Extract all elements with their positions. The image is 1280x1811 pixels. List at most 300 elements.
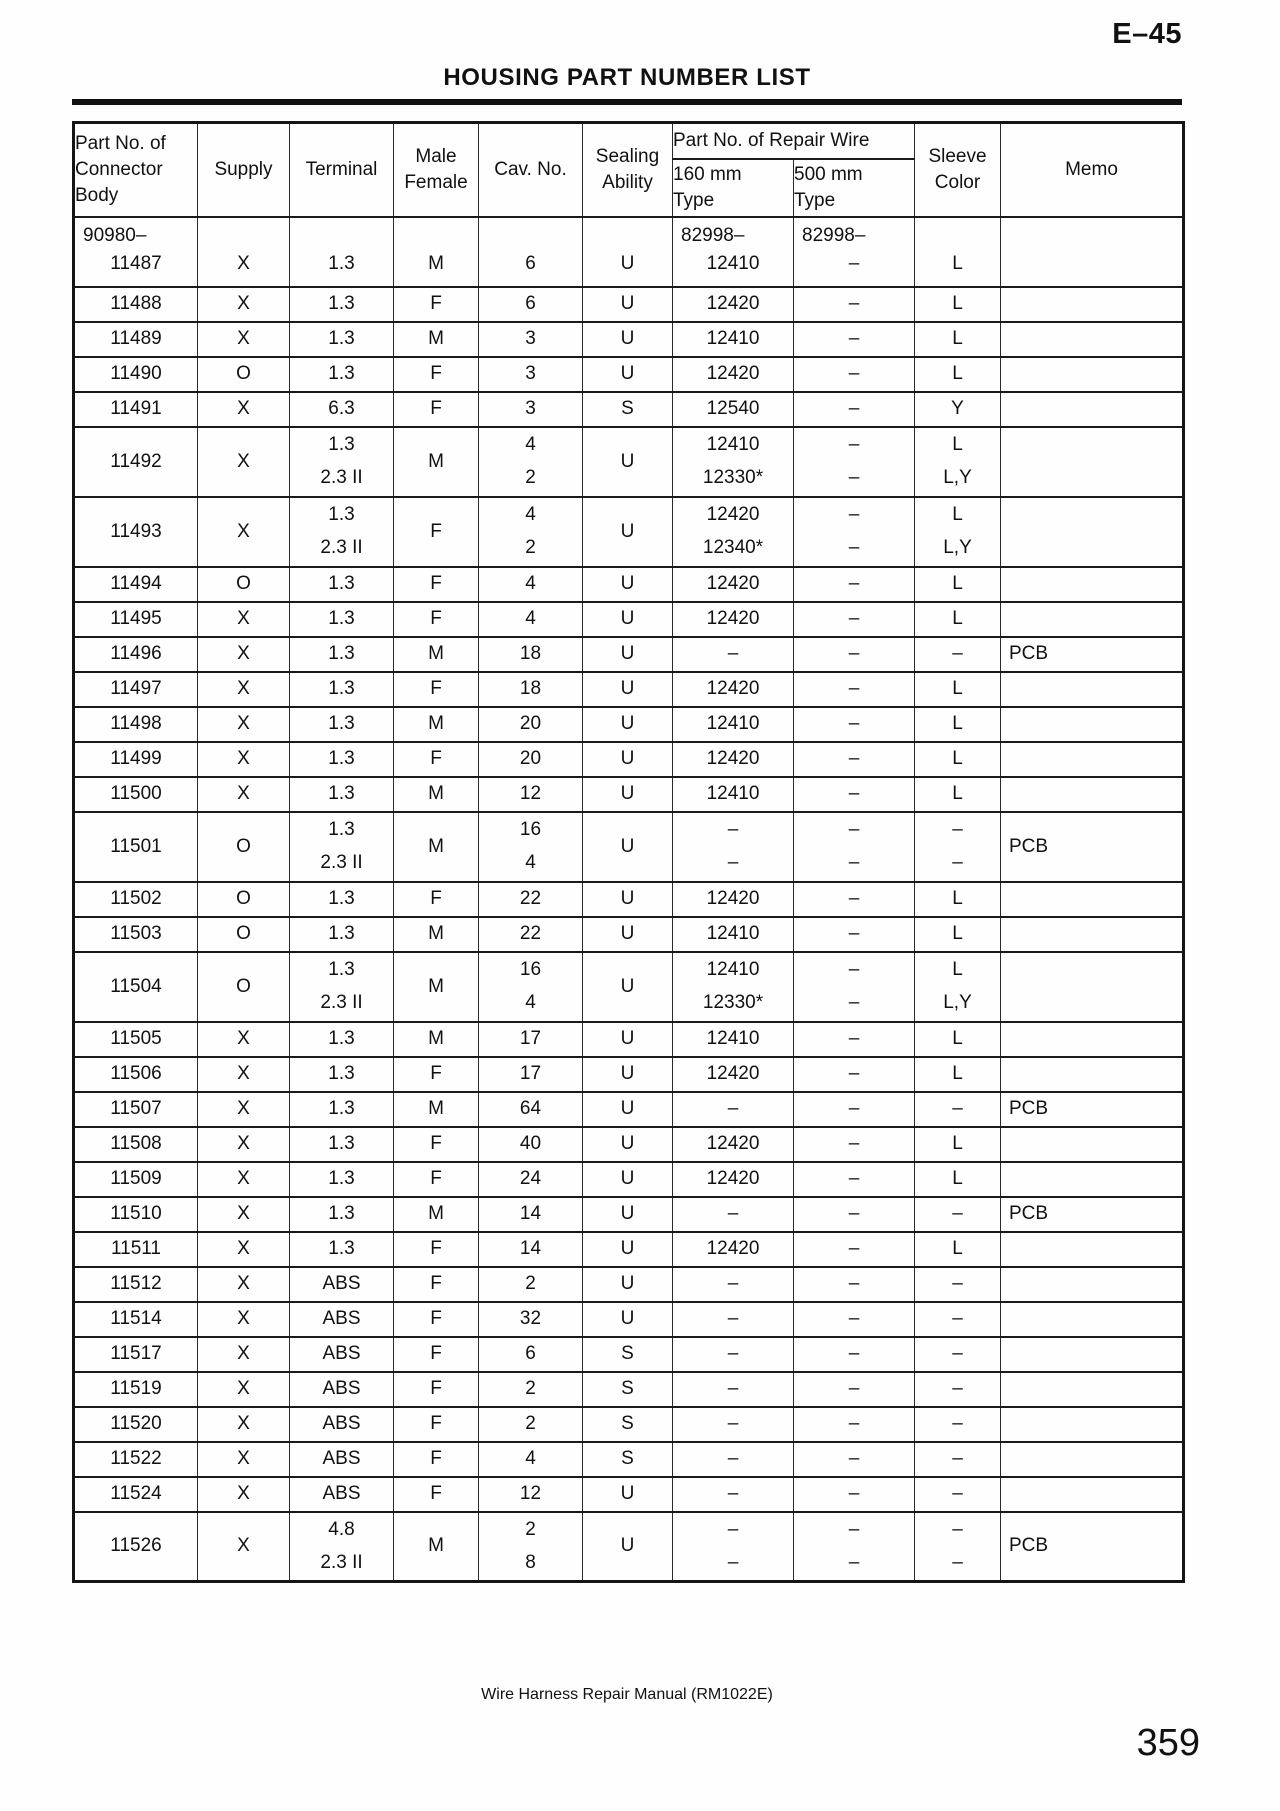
cell-value: F — [430, 1273, 442, 1294]
cell-value: 11492 — [110, 450, 162, 472]
header-label-line: Ability — [602, 171, 653, 193]
cell-cav — [479, 1197, 583, 1232]
cell-wire500 — [794, 672, 915, 707]
cell-value: U — [620, 1168, 635, 1189]
cell-wire500 — [794, 1442, 915, 1477]
cell-value: L,Y — [943, 992, 972, 1013]
header-label-line: 160 mm — [673, 163, 742, 185]
cell-value: M — [428, 643, 444, 664]
cell-value: 4 — [525, 573, 536, 594]
cell-male_female — [394, 1302, 479, 1337]
cell-sleeve — [915, 917, 1001, 952]
cell-wire500 — [794, 287, 915, 322]
cell-value: 12410 — [706, 713, 760, 734]
cell-terminal — [290, 742, 394, 777]
cell-supply — [198, 1337, 290, 1372]
header-terminal — [290, 123, 394, 217]
cell-male_female — [394, 882, 479, 917]
cell-part — [74, 1477, 198, 1512]
cell-value: – — [848, 537, 860, 558]
cell-value: – — [848, 678, 860, 699]
cell-value: – — [727, 1551, 739, 1573]
cell-value: F — [430, 1483, 442, 1504]
cell-seal — [583, 357, 673, 392]
cell-value: L — [952, 959, 963, 980]
cell-memo — [1001, 882, 1184, 917]
part-prefix: 82998– — [802, 224, 866, 246]
cell-cav — [479, 392, 583, 427]
table-row — [74, 1267, 1184, 1302]
cell-value: PCB — [1009, 1098, 1049, 1119]
cell-male_female — [394, 672, 479, 707]
cell-value: X — [237, 1535, 250, 1557]
cell-seal — [583, 1477, 673, 1512]
cell-value: – — [848, 1028, 860, 1049]
cell-cav — [479, 497, 583, 567]
cell-value: X — [237, 1343, 250, 1364]
cell-cav — [479, 322, 583, 357]
cell-value: – — [727, 1273, 739, 1294]
cell-male_female — [394, 742, 479, 777]
cell-terminal — [290, 1372, 394, 1407]
cell-wire160 — [673, 1337, 794, 1372]
cell-terminal — [290, 1022, 394, 1057]
table-row — [74, 427, 1184, 497]
cell-wire160 — [673, 1407, 794, 1442]
table-row — [74, 1372, 1184, 1407]
cell-value: 1.3 — [328, 783, 355, 804]
cell-value: 6.3 — [328, 398, 355, 419]
cell-male_female — [394, 1267, 479, 1302]
cell-value: 11514 — [110, 1308, 162, 1329]
cell-value: – — [848, 959, 860, 980]
cell-wire500 — [794, 497, 915, 567]
cell-sleeve — [915, 1232, 1001, 1267]
cell-wire500 — [794, 812, 915, 882]
cell-value: 12410 — [706, 252, 760, 274]
cell-wire500 — [794, 742, 915, 777]
cell-part — [74, 777, 198, 812]
cell-terminal — [290, 672, 394, 707]
cell-value: – — [727, 1308, 739, 1329]
cell-value: X — [237, 713, 250, 734]
cell-value: – — [727, 1203, 739, 1224]
cell-value: L — [952, 678, 963, 699]
cell-value: – — [952, 1518, 963, 1540]
cell-value: F — [430, 293, 442, 314]
cell-cav — [479, 1092, 583, 1127]
cell-sleeve — [915, 1022, 1001, 1057]
cell-sleeve — [915, 1092, 1001, 1127]
cell-memo — [1001, 1442, 1184, 1477]
cell-wire160 — [673, 1512, 794, 1582]
cell-part — [74, 287, 198, 322]
cell-value: – — [727, 1413, 739, 1434]
table-row — [74, 497, 1184, 567]
cell-wire500 — [794, 1162, 915, 1197]
cell-value: 12420 — [706, 608, 760, 629]
cell-value: X — [237, 293, 250, 314]
cell-wire500 — [794, 882, 915, 917]
cell-value: 12420 — [706, 504, 760, 525]
cell-wire160 — [673, 1057, 794, 1092]
cell-value: 4 — [525, 434, 536, 455]
table-row — [74, 322, 1184, 357]
cell-value: 11508 — [110, 1133, 162, 1154]
cell-value: U — [620, 1098, 635, 1119]
cell-supply — [198, 497, 290, 567]
cell-value: – — [727, 819, 739, 840]
cell-male_female — [394, 707, 479, 742]
cell-supply — [198, 357, 290, 392]
cell-value: 11517 — [110, 1343, 162, 1364]
table-row — [74, 777, 1184, 812]
cell-value: 2.3 II — [320, 852, 363, 873]
cell-memo — [1001, 357, 1184, 392]
cell-value: X — [237, 328, 250, 349]
cell-seal — [583, 1022, 673, 1057]
cell-wire160 — [673, 1127, 794, 1162]
table-row — [74, 1337, 1184, 1372]
cell-value: X — [237, 450, 250, 472]
cell-value: 22 — [519, 888, 542, 909]
cell-value: L — [952, 504, 963, 525]
cell-memo — [1001, 427, 1184, 497]
cell-value: X — [237, 1273, 250, 1294]
cell-value: U — [620, 293, 635, 314]
page-title: HOUSING PART NUMBER LIST — [443, 64, 811, 91]
cell-value: 16 — [519, 819, 542, 840]
cell-value: 18 — [519, 678, 542, 699]
cell-male_female — [394, 1372, 479, 1407]
cell-supply — [198, 567, 290, 602]
cell-male_female — [394, 322, 479, 357]
cell-seal — [583, 882, 673, 917]
cell-value: X — [237, 1448, 250, 1469]
header-supply — [198, 123, 290, 217]
cell-male_female — [394, 357, 479, 392]
cell-sleeve — [915, 427, 1001, 497]
cell-seal — [583, 777, 673, 812]
cell-value: – — [952, 1448, 963, 1469]
cell-male_female — [394, 602, 479, 637]
cell-value: U — [620, 520, 635, 542]
cell-value: M — [428, 975, 444, 997]
cell-value: F — [430, 1133, 442, 1154]
cell-sleeve — [915, 707, 1001, 742]
cell-supply — [198, 707, 290, 742]
cell-sleeve — [915, 1477, 1001, 1512]
header-sealing-ability — [583, 123, 673, 217]
cell-value: 6 — [525, 293, 536, 314]
cell-memo — [1001, 602, 1184, 637]
table-row — [74, 392, 1184, 427]
cell-value: – — [848, 888, 860, 909]
cell-memo — [1001, 707, 1184, 742]
cell-value: U — [620, 748, 635, 769]
cell-value: 12420 — [706, 573, 760, 594]
cell-male_female — [394, 1232, 479, 1267]
cell-value: X — [237, 1483, 250, 1504]
cell-value: M — [428, 783, 444, 804]
cell-part — [74, 917, 198, 952]
cell-cav — [479, 287, 583, 322]
header-label-line: Type — [673, 189, 715, 211]
cell-part — [74, 1407, 198, 1442]
table-row — [74, 1407, 1184, 1442]
cell-memo — [1001, 637, 1184, 672]
cell-seal — [583, 952, 673, 1022]
cell-terminal — [290, 1267, 394, 1302]
cell-seal — [583, 742, 673, 777]
cell-wire160 — [673, 742, 794, 777]
cell-value: 1.3 — [328, 1133, 355, 1154]
cell-value: L — [952, 363, 963, 384]
cell-value: S — [621, 1343, 634, 1364]
cell-value: 1.3 — [328, 363, 355, 384]
cell-sleeve — [915, 497, 1001, 567]
cell-value: – — [848, 643, 860, 664]
cell-seal — [583, 1512, 673, 1582]
header-label-line: Female — [404, 171, 468, 193]
cell-value: – — [848, 1551, 860, 1573]
header-label-line: Cav. No. — [494, 158, 567, 180]
cell-value: – — [848, 1518, 860, 1540]
cell-value: – — [848, 398, 860, 419]
cell-memo — [1001, 1022, 1184, 1057]
cell-value: 12 — [519, 783, 542, 804]
cell-sleeve — [915, 1407, 1001, 1442]
cell-value: M — [428, 1098, 444, 1119]
cell-seal — [583, 812, 673, 882]
cell-cav — [479, 707, 583, 742]
cell-value: U — [620, 643, 635, 664]
cell-value: M — [428, 450, 444, 472]
cell-male_female — [394, 392, 479, 427]
cell-value: 1.3 — [328, 888, 355, 909]
cell-value: 2.3 II — [320, 1551, 363, 1573]
cell-wire160 — [673, 882, 794, 917]
cell-memo — [1001, 917, 1184, 952]
cell-value: U — [620, 1535, 635, 1557]
cell-value: ABS — [322, 1413, 361, 1434]
header-label-line: Male — [415, 145, 457, 167]
cell-seal — [583, 567, 673, 602]
cell-value: 12420 — [706, 678, 760, 699]
cell-value: 12420 — [706, 1238, 760, 1259]
cell-male_female — [394, 1057, 479, 1092]
cell-value: 12420 — [706, 748, 760, 769]
cell-seal — [583, 1092, 673, 1127]
cell-part — [74, 1442, 198, 1477]
cell-male_female — [394, 497, 479, 567]
cell-value: PCB — [1009, 1203, 1049, 1224]
cell-wire500 — [794, 1372, 915, 1407]
cell-value: U — [620, 888, 635, 909]
cell-value: – — [848, 992, 860, 1013]
cell-value: PCB — [1009, 835, 1049, 857]
cell-wire500 — [794, 1197, 915, 1232]
cell-supply — [198, 217, 290, 287]
table-row — [74, 602, 1184, 637]
cell-value: S — [621, 398, 634, 419]
cell-sleeve — [915, 217, 1001, 287]
cell-supply — [198, 672, 290, 707]
cell-part — [74, 1092, 198, 1127]
cell-cav — [479, 742, 583, 777]
cell-seal — [583, 672, 673, 707]
cell-supply — [198, 1022, 290, 1057]
cell-value: – — [727, 1343, 739, 1364]
cell-memo — [1001, 1302, 1184, 1337]
cell-male_female — [394, 287, 479, 322]
cell-value: X — [237, 1168, 250, 1189]
cell-sleeve — [915, 1302, 1001, 1337]
cell-memo — [1001, 217, 1184, 287]
cell-value: 4 — [525, 992, 536, 1013]
cell-value: – — [952, 819, 963, 840]
cell-value: U — [620, 252, 635, 274]
cell-value: 12420 — [706, 1133, 760, 1154]
cell-part — [74, 1197, 198, 1232]
cell-value: 1.3 — [328, 573, 355, 594]
cell-terminal — [290, 812, 394, 882]
cell-value: 1.3 — [328, 1168, 355, 1189]
cell-value: 1.3 — [328, 328, 355, 349]
cell-value: 12410 — [706, 923, 760, 944]
cell-sleeve — [915, 672, 1001, 707]
cell-terminal — [290, 567, 394, 602]
cell-value: U — [620, 573, 635, 594]
cell-wire160 — [673, 1022, 794, 1057]
cell-terminal — [290, 917, 394, 952]
cell-supply — [198, 1127, 290, 1162]
cell-value: 24 — [519, 1168, 542, 1189]
cell-wire160 — [673, 1442, 794, 1477]
cell-sleeve — [915, 1442, 1001, 1477]
cell-wire500 — [794, 1092, 915, 1127]
cell-supply — [198, 1197, 290, 1232]
cell-cav — [479, 1127, 583, 1162]
cell-memo — [1001, 777, 1184, 812]
cell-cav — [479, 1477, 583, 1512]
cell-memo — [1001, 497, 1184, 567]
cell-value: 11488 — [110, 293, 162, 314]
cell-memo — [1001, 1197, 1184, 1232]
cell-wire500 — [794, 392, 915, 427]
cell-supply — [198, 1302, 290, 1337]
cell-value: U — [620, 1238, 635, 1259]
cell-value: 16 — [519, 959, 542, 980]
cell-male_female — [394, 1127, 479, 1162]
cell-sleeve — [915, 392, 1001, 427]
cell-value: – — [848, 1098, 860, 1119]
cell-wire500 — [794, 1337, 915, 1372]
header-label-line: Terminal — [305, 158, 378, 180]
cell-part — [74, 427, 198, 497]
cell-value: 2 — [525, 467, 536, 488]
cell-value: – — [952, 1483, 963, 1504]
header-label-line: Memo — [1065, 158, 1118, 180]
cell-value: 20 — [519, 748, 542, 769]
cell-value: 1.3 — [328, 608, 355, 629]
cell-sleeve — [915, 1197, 1001, 1232]
part-prefix: 82998– — [681, 224, 745, 246]
cell-value: L — [952, 783, 963, 804]
cell-wire160 — [673, 392, 794, 427]
cell-value: – — [848, 1063, 860, 1084]
cell-memo — [1001, 287, 1184, 322]
cell-terminal — [290, 322, 394, 357]
cell-seal — [583, 1337, 673, 1372]
table-row — [74, 1162, 1184, 1197]
cell-value: 11497 — [110, 678, 162, 699]
cell-value: F — [430, 1308, 442, 1329]
cell-value: – — [952, 1273, 963, 1294]
table-row — [74, 1302, 1184, 1337]
table-row — [74, 882, 1184, 917]
cell-supply — [198, 742, 290, 777]
header-label-line: 500 mm — [794, 163, 863, 185]
cell-value: ABS — [322, 1273, 361, 1294]
cell-value: F — [430, 888, 442, 909]
cell-value: – — [952, 1413, 963, 1434]
cell-cav — [479, 1022, 583, 1057]
cell-memo — [1001, 1232, 1184, 1267]
cell-cav — [479, 1337, 583, 1372]
cell-seal — [583, 1162, 673, 1197]
cell-wire160 — [673, 1232, 794, 1267]
cell-value: – — [727, 1518, 739, 1540]
cell-seal — [583, 1442, 673, 1477]
cell-wire500 — [794, 707, 915, 742]
cell-terminal — [290, 1512, 394, 1582]
cell-value: 14 — [519, 1203, 542, 1224]
header-male-female — [394, 123, 479, 217]
cell-value: 17 — [519, 1063, 542, 1084]
cell-value: 1.3 — [328, 1098, 355, 1119]
cell-value: M — [428, 835, 444, 857]
cell-part — [74, 1022, 198, 1057]
cell-value: – — [848, 819, 860, 840]
cell-value: 11493 — [110, 520, 162, 542]
cell-cav — [479, 1512, 583, 1582]
cell-value: – — [848, 293, 860, 314]
cell-value: 12410 — [706, 434, 760, 455]
cell-terminal — [290, 392, 394, 427]
cell-male_female — [394, 567, 479, 602]
cell-value: 12410 — [706, 328, 760, 349]
cell-seal — [583, 427, 673, 497]
cell-cav — [479, 882, 583, 917]
cell-part — [74, 497, 198, 567]
cell-memo — [1001, 812, 1184, 882]
cell-value: – — [727, 643, 739, 664]
cell-wire160 — [673, 217, 794, 287]
cell-sleeve — [915, 1267, 1001, 1302]
cell-supply — [198, 1512, 290, 1582]
cell-value: Y — [951, 398, 964, 419]
cell-memo — [1001, 392, 1184, 427]
cell-memo — [1001, 1092, 1184, 1127]
cell-value: – — [727, 1378, 739, 1399]
cell-value: PCB — [1009, 643, 1049, 664]
cell-value: 1.3 — [328, 959, 355, 980]
cell-value: 11502 — [110, 888, 162, 909]
cell-part — [74, 1372, 198, 1407]
cell-value: – — [727, 1098, 739, 1119]
cell-sleeve — [915, 812, 1001, 882]
